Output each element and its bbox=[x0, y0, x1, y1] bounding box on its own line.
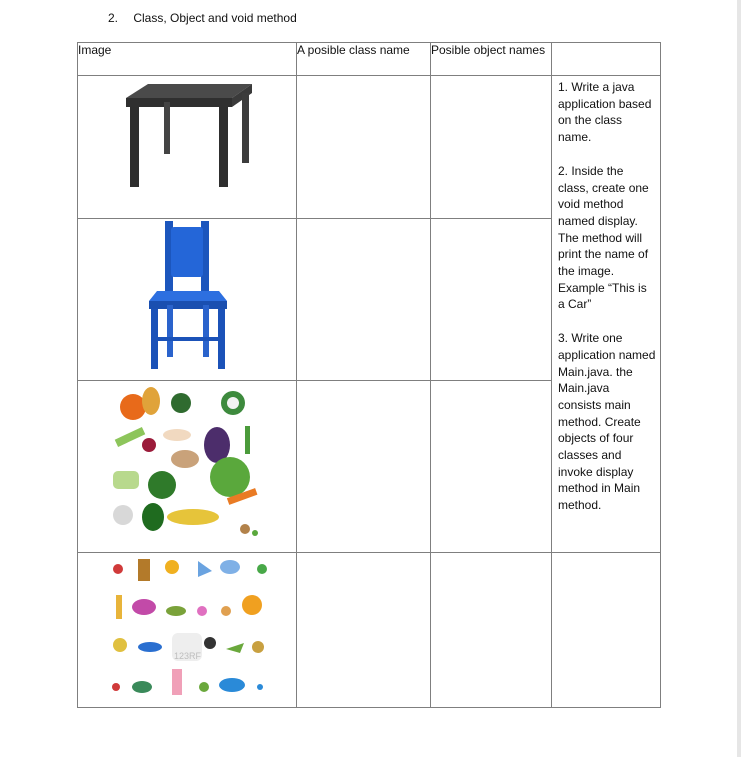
image-cell-vegetables bbox=[78, 381, 297, 553]
vegetables-image bbox=[105, 381, 270, 547]
object-names-cell-2[interactable] bbox=[431, 219, 552, 381]
instruction-3: 3. Write one application named Main.java. the Main.java consists main method. Create objects of four classes and invoke display method in Main method. bbox=[558, 331, 656, 513]
header-image: Image bbox=[78, 43, 297, 76]
table-row bbox=[78, 553, 661, 708]
image-cell-chair bbox=[78, 219, 297, 381]
section-heading bbox=[108, 11, 297, 25]
image-cell-table bbox=[78, 76, 297, 219]
page-edge-shadow bbox=[737, 0, 741, 757]
empty-cell-4 bbox=[552, 553, 661, 708]
animals-image bbox=[102, 553, 272, 701]
table-row bbox=[78, 76, 661, 219]
heading-title: Class, Object and void method bbox=[133, 11, 297, 25]
watermark-text: 123RF bbox=[174, 651, 202, 661]
table-image bbox=[112, 76, 262, 194]
class-name-cell-3[interactable] bbox=[297, 381, 431, 553]
assignment-table bbox=[77, 42, 661, 708]
header-instructions bbox=[552, 43, 661, 76]
chair-image bbox=[127, 219, 247, 373]
header-object-names: Posible object names bbox=[431, 43, 552, 76]
class-name-cell-4[interactable] bbox=[297, 553, 431, 708]
header-row bbox=[78, 43, 661, 76]
object-names-cell-3[interactable] bbox=[431, 381, 552, 553]
object-names-cell-1[interactable] bbox=[431, 76, 552, 219]
instruction-1: 1. Write a java application based on the class name. bbox=[558, 80, 652, 145]
class-name-cell-2[interactable] bbox=[297, 219, 431, 381]
image-cell-animals bbox=[78, 553, 297, 708]
instruction-2: 2. Inside the class, create one void method named display. The method will print the name of the image. Example “This is a Car” bbox=[558, 163, 649, 312]
instructions-cell bbox=[552, 76, 661, 553]
header-class-name: A posible class name bbox=[297, 43, 431, 76]
class-name-cell-1[interactable] bbox=[297, 76, 431, 219]
heading-number: 2. bbox=[108, 11, 119, 25]
object-names-cell-4[interactable] bbox=[431, 553, 552, 708]
